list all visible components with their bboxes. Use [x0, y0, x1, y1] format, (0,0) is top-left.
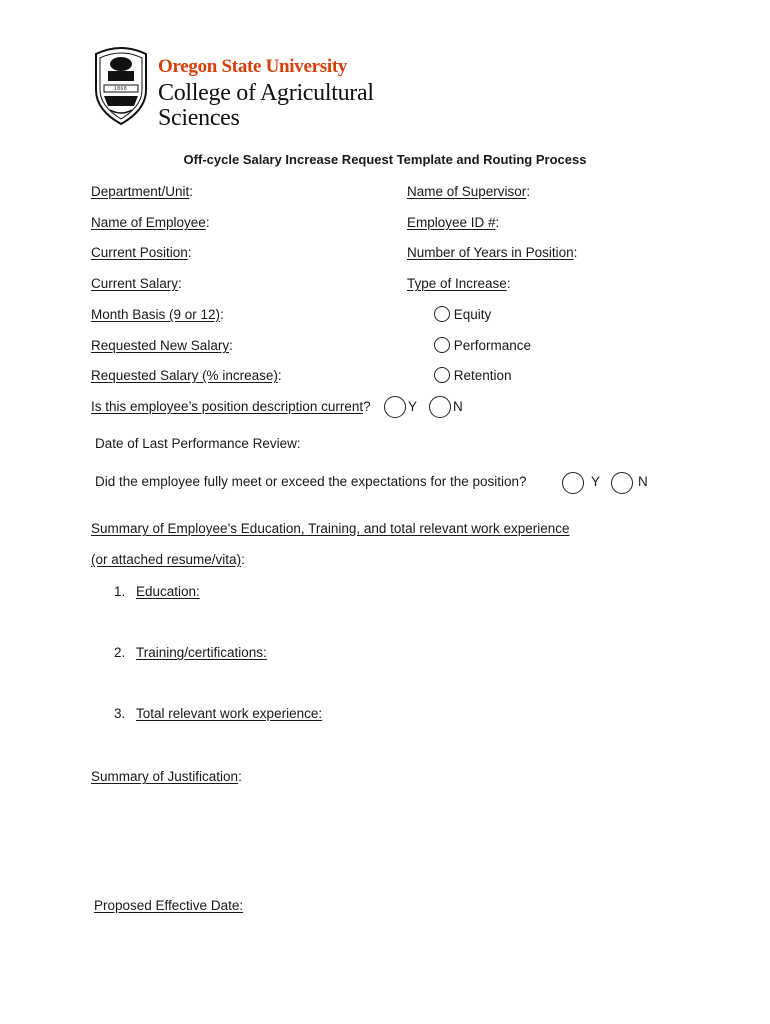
- osu-seal-icon: [90, 44, 152, 126]
- question-text: Is this employee’s position description current: [91, 399, 364, 414]
- field-label: Number of Years in Position: [407, 245, 574, 260]
- field-type-of-increase: Type of Increase:: [407, 276, 511, 291]
- pd-yes-radio[interactable]: [384, 396, 406, 418]
- radio-circle-icon[interactable]: [434, 337, 450, 353]
- field-label: Employee ID #: [407, 215, 496, 230]
- field-label: Name of Employee: [91, 215, 206, 230]
- field-supervisor-name: Name of Supervisor:: [407, 184, 531, 199]
- field-label: Type of Increase: [407, 276, 507, 291]
- radio-option-equity[interactable]: [434, 306, 491, 322]
- expectations-no-radio[interactable]: [611, 472, 633, 494]
- field-label: Month Basis (9 or 12): [91, 307, 221, 322]
- field-years-in-position: Number of Years in Position:: [407, 245, 578, 260]
- justification-label: Summary of Justification:: [91, 769, 242, 784]
- field-month-basis: Month Basis (9 or 12):: [91, 307, 224, 322]
- field-employee-id: Employee ID #:: [407, 215, 500, 230]
- summary-heading-continued: (or attached resume/vita):: [91, 552, 245, 567]
- radio-label: Retention: [453, 367, 512, 383]
- list-item-label: Education:: [136, 584, 200, 599]
- radio-label: Performance: [453, 337, 532, 353]
- field-label: Name of Supervisor: [407, 184, 527, 199]
- field-requested-new-salary: Requested New Salary:: [91, 338, 233, 353]
- expectations-question: Did the employee fully meet or exceed the expectations for the position?: [95, 474, 527, 489]
- field-label: Department/Unit: [91, 184, 190, 199]
- effective-date-label: Proposed Effective Date:: [94, 898, 244, 913]
- college-name-line2: Sciences: [158, 105, 240, 131]
- list-item-label: Total relevant work experience:: [136, 706, 323, 721]
- review-date-label: Date of Last Performance Review:: [95, 436, 301, 451]
- list-number: 2.: [114, 645, 126, 660]
- field-current-salary: Current Salary:: [91, 276, 182, 291]
- pd-no-radio[interactable]: [429, 396, 451, 418]
- osu-logo: [90, 44, 390, 134]
- university-name: Oregon State University: [158, 56, 348, 77]
- position-description-question: Is this employee’s position description current?: [91, 399, 371, 414]
- pd-no-label: N: [453, 399, 463, 414]
- field-department-unit: Department/Unit:: [91, 184, 194, 199]
- radio-option-performance[interactable]: [434, 337, 531, 353]
- summary-heading: Summary of Employee’s Education, Training, and total relevant work experience: [91, 521, 570, 536]
- expectations-yes-radio[interactable]: [562, 472, 584, 494]
- summary-item-experience: [114, 706, 322, 721]
- seal-year: 1868: [114, 86, 128, 92]
- field-label: Current Salary: [91, 276, 179, 291]
- pd-yes-label: Y: [408, 399, 418, 414]
- field-label: Requested Salary (% increase): [91, 368, 278, 383]
- page-title: Off-cycle Salary Increase Request Template and Routing Process: [183, 152, 587, 167]
- field-current-position: Current Position:: [91, 245, 192, 260]
- radio-circle-icon[interactable]: [434, 306, 450, 322]
- field-employee-name: Name of Employee:: [91, 215, 210, 230]
- college-name-line1: College of Agricultural: [158, 80, 374, 106]
- list-item-label: Training/certifications:: [136, 645, 267, 660]
- radio-circle-icon[interactable]: [434, 367, 450, 383]
- summary-item-training: [114, 645, 267, 660]
- list-number: 3.: [114, 706, 126, 721]
- radio-label: Equity: [453, 306, 492, 322]
- expectations-yes-label: Y: [591, 474, 601, 489]
- field-label: Requested New Salary: [91, 338, 230, 353]
- radio-option-retention[interactable]: [434, 367, 512, 383]
- summary-item-education: [114, 584, 200, 599]
- field-requested-salary-percent: Requested Salary (% increase):: [91, 368, 282, 383]
- field-label: Current Position: [91, 245, 188, 260]
- list-number: 1.: [114, 584, 126, 599]
- expectations-no-label: N: [638, 474, 648, 489]
